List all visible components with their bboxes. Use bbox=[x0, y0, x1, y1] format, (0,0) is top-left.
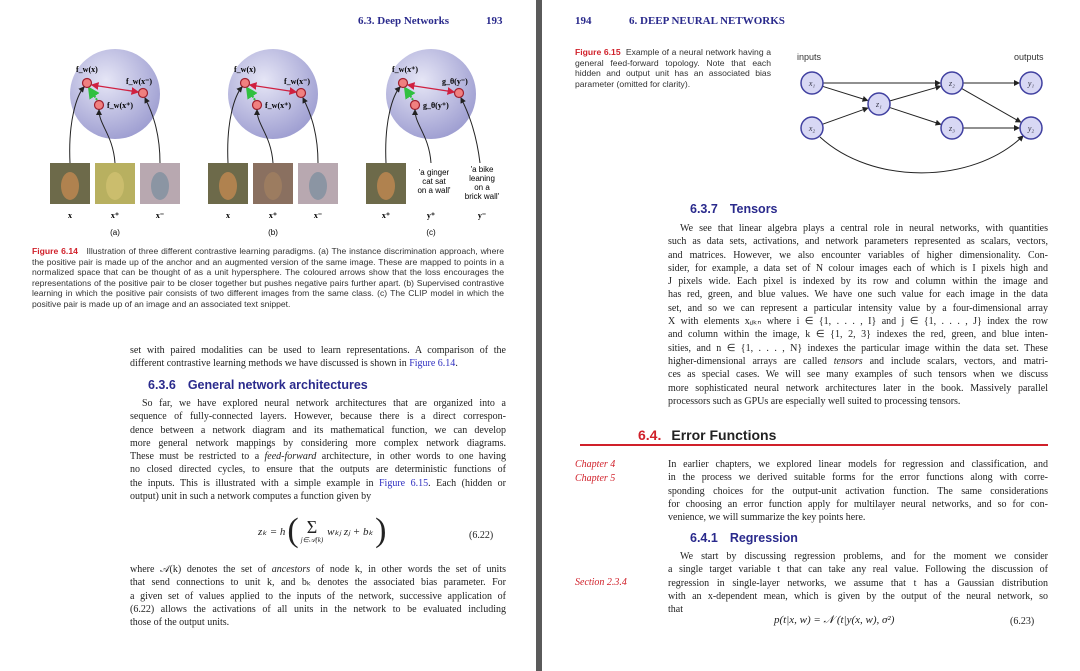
text-line bbox=[668, 355, 1048, 368]
text-line: a single target variable t that can take any real value. Following the discussion of bbox=[668, 564, 1048, 576]
input-label: x⁺ bbox=[110, 211, 120, 220]
caption-text: Illustration of three different contrastive learning paradigms. (a) The instance discrimination approach, where the positive pair is made up of the anchor and an augmented version of the same image. These are mapped to points in a normalized space that can be thought of as a unit hypersphere. The coloured arrows show that the loss encourages the representations of the positive pair to be closer together but pushes negative pairs further apart. (b) Supervised contrastive learning in which the positive pair consists of two different images from the same class. (c) The CLIP model in which the positive pair is made up of an image and an associated text snippet. bbox=[32, 246, 504, 309]
text-line: We see that linear algebra plays a central role in neural networks, with quantities bbox=[680, 223, 1048, 234]
paren-close: ) bbox=[375, 512, 387, 549]
anchor-label: f_w(x⁺) bbox=[392, 65, 418, 74]
embedding-point bbox=[241, 79, 250, 88]
cross-reference-link[interactable]: Figure 6.15 bbox=[379, 477, 429, 489]
negative-label: f_w(x⁻) bbox=[126, 77, 152, 86]
text-line: for choosing an error function apply for multilayer neural networks, and so for con- bbox=[668, 498, 1048, 510]
equation-6-22 bbox=[258, 512, 387, 550]
embedding-point bbox=[411, 101, 420, 110]
text-span: feed-forward bbox=[264, 451, 317, 463]
text-span: These must be restricted to a bbox=[130, 451, 265, 463]
text-line: venience, we will summarize the key points here. bbox=[668, 512, 866, 524]
section-title: General network architectures bbox=[187, 378, 368, 392]
text-line: that send connections to unit k, and bₖ denotes the associated bias parameter. For bbox=[130, 577, 506, 589]
node-label: z₃ bbox=[949, 124, 955, 133]
input-label: x⁺ bbox=[381, 211, 391, 220]
text-line: In earlier chapters, we explored linear models for regression and classification, and bbox=[668, 459, 1048, 470]
text-line: set, and so we can represent a particular intensity value by a four-dimensional array bbox=[668, 302, 1048, 314]
figure-panel bbox=[208, 49, 338, 237]
sum-symbol: Σ bbox=[306, 516, 318, 537]
edge-arrow bbox=[962, 88, 1021, 122]
input-label: x bbox=[226, 211, 230, 220]
text-line: and column within the image, k ∈ {1, 2, 3} indexes the red, green, and blue inten- bbox=[668, 329, 1048, 341]
text-span: tensors bbox=[833, 355, 863, 367]
embedding-point bbox=[455, 89, 464, 98]
figure-panel bbox=[50, 49, 180, 237]
chapter-section-heading bbox=[638, 427, 776, 443]
left-page bbox=[0, 0, 536, 671]
paragraph bbox=[130, 563, 506, 629]
text-line: regression in single-layer networks, we assume that t has a Gaussian distribution bbox=[668, 577, 1048, 589]
text-line: with an x-dependent mean, which is given by the output of the neural network, so bbox=[668, 590, 1048, 602]
margin-note[interactable]: Chapter 5 bbox=[575, 473, 616, 484]
image-subject bbox=[61, 172, 79, 200]
equation-number: (6.22) bbox=[469, 530, 494, 541]
running-head: 6. DEEP NEURAL NETWORKS bbox=[629, 15, 785, 27]
embedding-point bbox=[139, 89, 148, 98]
text-line: set with paired modalities can be used to learn representations. A comparison of the bbox=[130, 345, 506, 356]
text-line: that bbox=[668, 604, 683, 616]
image-subject bbox=[264, 172, 282, 200]
section-rule bbox=[580, 444, 1048, 446]
text-snippet-line: brick wall' bbox=[464, 192, 500, 201]
section-title: Error Functions bbox=[671, 427, 777, 443]
text-line: ces as special cases. We will see many examples of such tensors when we discuss bbox=[668, 369, 1048, 381]
panel-label: (a) bbox=[110, 228, 120, 237]
input-label: x bbox=[68, 211, 72, 220]
image-subject bbox=[377, 172, 395, 200]
image-subject bbox=[106, 172, 124, 200]
figure-panel bbox=[366, 49, 500, 237]
text-line: (6.22) allows the activations of all units in the network to be evaluated including bbox=[130, 603, 506, 615]
section-heading bbox=[690, 202, 778, 216]
negative-label: g_θ(y⁻) bbox=[442, 77, 468, 86]
input-label: x⁺ bbox=[268, 211, 278, 220]
text-line bbox=[130, 357, 506, 370]
embedding-point bbox=[399, 79, 408, 88]
text-line: more sophisticated neural network architectures later in the book. Massively parallel bbox=[668, 382, 1048, 394]
text-line bbox=[130, 477, 506, 490]
edge-arrow bbox=[890, 86, 941, 101]
positive-label: f_w(x⁺) bbox=[265, 101, 291, 110]
node-label: y₁ bbox=[1027, 79, 1035, 88]
section-title: Regression bbox=[729, 531, 798, 545]
sum bbox=[301, 518, 323, 545]
image-subject bbox=[219, 172, 237, 200]
section-title: Tensors bbox=[729, 202, 778, 216]
text-line: sponding choices for the output-unit activation function. The same considerations bbox=[668, 485, 1048, 497]
text-span: of node k, in other words the set of units bbox=[310, 564, 506, 575]
figure-6-14-caption bbox=[32, 246, 504, 310]
inputs-label: inputs bbox=[797, 52, 822, 62]
text-span: the inputs. This is illustrated with a simple example in bbox=[130, 477, 379, 489]
text-line: So far, we have explored neural network architectures that are organized into a bbox=[142, 398, 506, 409]
text-line bbox=[130, 450, 506, 463]
panel-label: (c) bbox=[426, 228, 436, 237]
positive-label: f_w(x⁺) bbox=[107, 101, 133, 110]
panel-label: (b) bbox=[268, 228, 278, 237]
image-subject bbox=[309, 172, 327, 200]
input-label: x⁻ bbox=[155, 211, 165, 220]
eq-lhs: zₖ = h bbox=[258, 525, 286, 538]
text-line: more general network mappings by considering more complex network diagrams. bbox=[130, 437, 506, 449]
section-number: 6.4. bbox=[638, 427, 662, 443]
text-line: sequence of fully-connected layers. However, because there is a direct correspon- bbox=[130, 411, 506, 423]
text-span: architecture, in other words to one having bbox=[316, 451, 507, 463]
text-span: . Each (hidden or bbox=[428, 477, 506, 489]
positive-label: g_θ(y⁺) bbox=[423, 101, 449, 110]
edge-arrow bbox=[889, 107, 940, 124]
edge-arrow bbox=[822, 108, 867, 124]
input-label: y⁺ bbox=[426, 211, 436, 220]
text-line: We start by discussing regression problems, and for the moment we consider bbox=[680, 551, 1048, 562]
margin-note[interactable]: Section 2.3.4 bbox=[575, 577, 627, 588]
text-line: output) unit in such a network computes a function given by bbox=[130, 491, 372, 503]
embedding-point bbox=[95, 101, 104, 110]
node-label: z₁ bbox=[876, 100, 882, 109]
anchor-label: f_w(x) bbox=[76, 65, 98, 74]
text-line: sities, and n ∈ {1, . . . , N} indexes the particular image within the data set. These bbox=[668, 342, 1048, 354]
text-line: those of the output units. bbox=[130, 617, 230, 629]
paragraph bbox=[668, 550, 1048, 616]
section-heading bbox=[690, 531, 798, 545]
figure-6-14 bbox=[0, 40, 536, 245]
text-snippet-line: on a bbox=[474, 183, 490, 192]
sum-subscript: j∈𝒜(k) bbox=[300, 535, 324, 544]
figure-label: Figure 6.14 bbox=[32, 246, 78, 256]
paragraph bbox=[130, 397, 506, 503]
edge-arrow bbox=[820, 136, 1023, 173]
text-snippet-line: cat sat bbox=[422, 177, 446, 186]
text-line: J pixels wide. Each pixel is indexed by its row and column within the image and bbox=[668, 276, 1048, 288]
text-span: ancestors bbox=[271, 564, 311, 575]
node-label: x₁ bbox=[808, 79, 816, 88]
text-snippet-line: on a wall' bbox=[417, 186, 451, 195]
section-number: 6.4.1 bbox=[690, 531, 718, 545]
text-span: and include scalars, vectors, and matri- bbox=[862, 355, 1048, 367]
edge-arrow bbox=[822, 86, 867, 100]
margin-note[interactable]: Chapter 4 bbox=[575, 459, 616, 470]
text-line: has red, green, and blue values. We have one such value for each image in the data bbox=[668, 289, 1048, 301]
text-line: processors such as GPUs are especially well suited to processing tensors. bbox=[668, 395, 961, 407]
text-snippet-line: 'a bike bbox=[470, 165, 494, 174]
text-line: and matrices. However, we also encounter variables of higher dimensionality. Con- bbox=[668, 249, 1048, 261]
negative-label: f_w(x⁻) bbox=[284, 77, 310, 86]
running-head: 6.3. Deep Networks bbox=[358, 15, 450, 27]
caption-text: Example of a neural network having a general feed-forward topology. Note that each hidden and output unit has an associated bias parameter (omitted for clarity). bbox=[575, 47, 771, 89]
paragraph bbox=[668, 222, 1048, 408]
equation-number: (6.23) bbox=[1010, 616, 1035, 627]
page-number: 193 bbox=[486, 15, 503, 27]
text-line bbox=[130, 563, 506, 576]
text-line: dence between a network diagram and its mathematical function, we can develop bbox=[130, 424, 506, 436]
text-line: a given set of values applied to the inputs of the network, successive application of bbox=[130, 590, 506, 602]
paragraph bbox=[130, 344, 506, 371]
node-label: y₂ bbox=[1027, 124, 1035, 133]
eq-body: wₖⱼ zⱼ + bₖ bbox=[327, 525, 374, 538]
text-span: where 𝒜(k) denotes the set of bbox=[130, 564, 272, 575]
node-label: z₂ bbox=[949, 79, 955, 88]
node-label: x₂ bbox=[808, 124, 816, 133]
section-heading bbox=[148, 378, 368, 392]
input-label: y⁻ bbox=[477, 211, 487, 220]
text-line: X with elements xᵢⱼₖₙ where i ∈ {1, . . . , I} and j ∈ {1, . . . , J} index the row bbox=[668, 316, 1048, 328]
text-line: sider, for example, a data set of N colour images each of which is I pixels high and bbox=[668, 262, 1048, 274]
text-line: such as data sets, activations, and network parameters represented as scalars, vectors, bbox=[668, 236, 1048, 248]
text-line: in the process we derived suitable forms for the error functions along with corre- bbox=[668, 472, 1048, 484]
paragraph bbox=[668, 458, 1048, 524]
text-span: higher-dimensional arrays are called bbox=[668, 355, 834, 367]
image-subject bbox=[151, 172, 169, 200]
input-label: x⁻ bbox=[313, 211, 323, 220]
embedding-point bbox=[83, 79, 92, 88]
text-span: different contrastive learning methods we have discussed is shown in bbox=[130, 358, 410, 370]
paren-open: ( bbox=[287, 512, 299, 549]
right-page bbox=[542, 0, 1080, 671]
cross-reference-link[interactable]: Figure 6.14 bbox=[409, 358, 456, 370]
section-number: 6.3.6 bbox=[148, 378, 176, 392]
outputs-label: outputs bbox=[1014, 52, 1044, 62]
text-snippet-line: 'a ginger bbox=[418, 168, 450, 177]
section-number: 6.3.7 bbox=[690, 202, 718, 216]
equation-6-23: p(t|x, w) = 𝒩 (t|y(x, w), σ²) bbox=[774, 614, 895, 626]
figure-label: Figure 6.15 bbox=[575, 47, 621, 57]
text-span: . bbox=[455, 358, 458, 370]
anchor-label: f_w(x) bbox=[234, 65, 256, 74]
figure-6-15-network-diagram bbox=[542, 0, 1080, 200]
text-snippet-line: leaning bbox=[469, 174, 495, 183]
text-line: no closed directed cycles, to ensure that the outputs are deterministic functions of bbox=[130, 464, 506, 476]
page-number: 194 bbox=[575, 15, 592, 27]
embedding-point bbox=[297, 89, 306, 98]
embedding-point bbox=[253, 101, 262, 110]
